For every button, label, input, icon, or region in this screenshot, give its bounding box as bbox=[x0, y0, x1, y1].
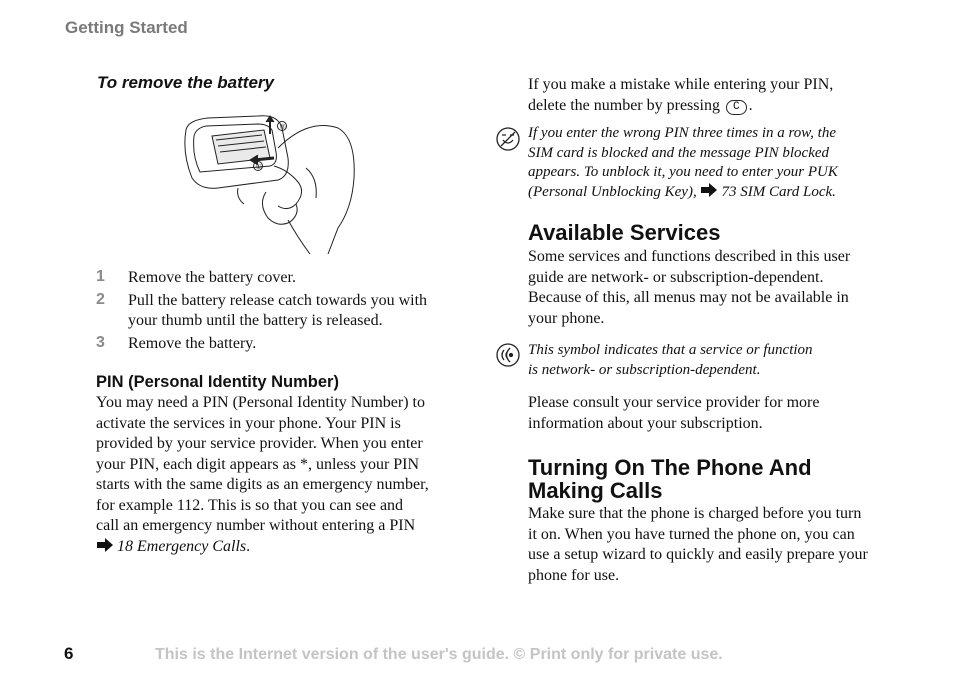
services-line: Because of this, all menus may not be available in bbox=[528, 289, 849, 306]
mistake-line-end: . bbox=[748, 96, 753, 114]
tip-icon bbox=[495, 126, 521, 152]
step-text: Pull the battery release catch towards you with bbox=[128, 292, 428, 309]
pin-ref-end: . bbox=[246, 537, 251, 555]
turning-line: it on. When you have turned the phone on, you can bbox=[528, 525, 855, 543]
title-line: Making Calls bbox=[528, 478, 663, 503]
marker-1: ① bbox=[255, 164, 262, 171]
tip-line: appears. To unblock it, you need to enter your PUK bbox=[528, 164, 838, 180]
mistake-line: If you make a mistake while entering your PIN, bbox=[528, 76, 834, 93]
network-symbol-note bbox=[528, 341, 908, 380]
services-line: Some services and functions described in this user bbox=[528, 248, 851, 265]
tip-line: SIM card is blocked and the message PIN blocked bbox=[528, 144, 830, 161]
pin-line: provided by your service provider. When you enter bbox=[96, 435, 423, 452]
arrow-right-icon bbox=[96, 538, 114, 552]
consult-line: information about your subscription. bbox=[528, 414, 763, 432]
turning-line: use a setup wizard to quickly and easily prepare your bbox=[528, 546, 868, 563]
symbol-line: This symbol indicates that a service or function bbox=[528, 342, 813, 358]
turning-line: phone for use. bbox=[528, 566, 620, 584]
marker-2: ② bbox=[279, 124, 286, 131]
pin-line: starts with the same digits as an emergency number, bbox=[96, 476, 429, 493]
page-number: 6 bbox=[64, 644, 74, 663]
battery-removal-illustration bbox=[178, 108, 358, 254]
turning-on-paragraph bbox=[528, 504, 918, 586]
sim-card-lock-link[interactable]: 73 SIM Card Lock. bbox=[721, 183, 836, 200]
pin-line: call an emergency number without entering a PIN bbox=[96, 517, 416, 534]
section-header: Getting Started bbox=[65, 18, 188, 37]
step-number: 1 bbox=[96, 268, 105, 285]
mistake-line-text: delete the number by pressing bbox=[528, 96, 720, 114]
consult-paragraph bbox=[528, 393, 918, 434]
pin-title: PIN (Personal Identity Number) bbox=[96, 373, 339, 391]
remove-battery-title: To remove the battery bbox=[97, 73, 274, 92]
pin-mistake-paragraph bbox=[528, 75, 918, 116]
available-services-title: Available Services bbox=[528, 220, 721, 245]
mistake-line bbox=[528, 96, 918, 117]
symbol-line: is network- or subscription-dependent. bbox=[528, 361, 761, 378]
services-paragraph bbox=[528, 247, 918, 329]
step-text: Remove the battery cover. bbox=[128, 269, 296, 286]
turning-on-title bbox=[528, 456, 812, 502]
turning-line: Make sure that the phone is charged before you turn bbox=[528, 505, 862, 522]
step-text: your thumb until the battery is released. bbox=[128, 312, 383, 329]
pin-paragraph bbox=[96, 393, 476, 557]
pin-blocked-tip bbox=[528, 124, 908, 202]
step-number: 2 bbox=[96, 291, 105, 308]
services-line: your phone. bbox=[528, 309, 605, 327]
pin-line: activate the services in your phone. Your PIN is bbox=[96, 414, 401, 432]
step-text: Remove the battery. bbox=[128, 335, 257, 352]
tip-line: If you enter the wrong PIN three times in a row, the bbox=[528, 125, 837, 141]
pin-ref-line bbox=[96, 537, 476, 558]
pin-line: You may need a PIN (Personal Identity Number) to bbox=[96, 394, 425, 411]
step-number: 3 bbox=[96, 334, 105, 351]
arrow-right-icon bbox=[700, 183, 718, 197]
services-line: guide are network- or subscription-dependent. bbox=[528, 268, 824, 286]
c-key-icon: C bbox=[726, 100, 747, 115]
tip-line bbox=[528, 183, 908, 203]
tip-text: (Personal Unblocking Key), bbox=[528, 183, 697, 200]
consult-line: Please consult your service provider for more bbox=[528, 394, 820, 411]
network-dependent-icon bbox=[495, 342, 521, 368]
pin-line: for example 112. This is so that you can see and bbox=[96, 496, 404, 514]
footer-notice: This is the Internet version of the user's guide. © Print only for private use. bbox=[155, 646, 723, 663]
pin-line: your PIN, each digit appears as *, unless your PIN bbox=[96, 455, 420, 473]
title-line: Turning On The Phone And bbox=[528, 455, 812, 480]
pin-reference-link[interactable]: 18 Emergency Calls bbox=[117, 537, 247, 555]
